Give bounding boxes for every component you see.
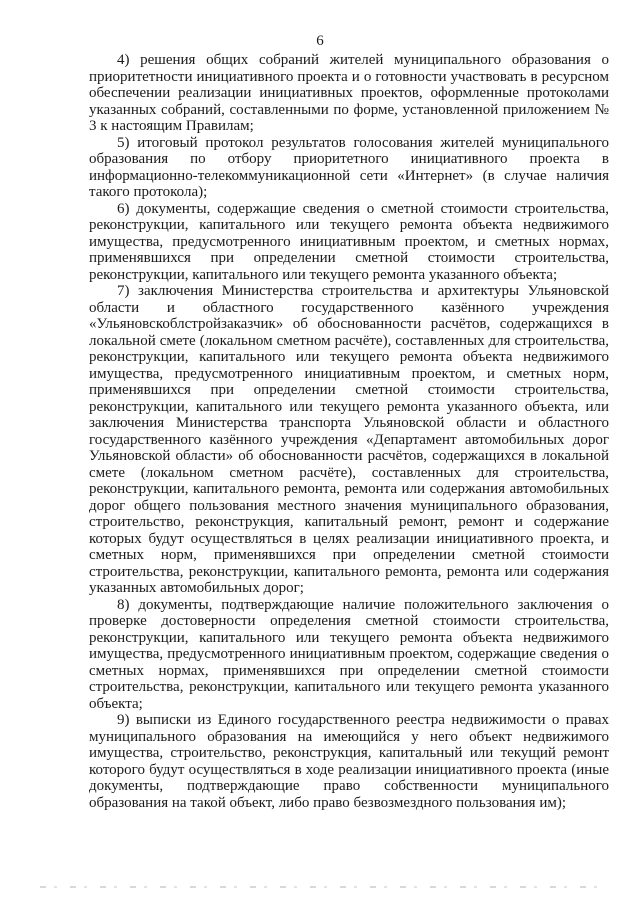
paragraph-item-8: 8) документы, подтверждающие наличие положительного заключения о проверке достоверности определения сметной стоимости строительства, реконструкции, капитального или текущего ремонта объекта недвижимого имущества, предусмотренного инициативным проектом, содержащие сведения о сметных нормах, применявшихся при определении сметной стоимости строительства, реконструкции, капитального или текущего ремонта указанного объекта; (89, 596, 609, 712)
document-body (89, 52, 609, 811)
paragraph-item-5: 5) итоговый протокол результатов голосования жителей муниципального образования по отбору приоритетного инициативного проекта в информационно-телекоммуникационной сети «Интернет» (в случае наличия такого протокола); (89, 134, 609, 200)
paragraph-item-9: 9) выписки из Единого государственного реестра недвижимости о правах муниципального образования на имеющийся у него объект недвижимого имущества, строительство, реконструкция, капитальный или текущий ремонт которого будут осуществляться в ходе реализации инициативного проекта (иные документы, подтверждающие право собственности муниципального образования на такой объект, либо право безвозмездного пользования им); (89, 712, 609, 811)
page-number: 6 (316, 33, 324, 49)
scan-artifact-line (40, 886, 600, 888)
paragraph-item-4: 4) решения общих собраний жителей муниципального образования о приоритетности инициативного проекта и о готовности участвовать в ресурсном обеспечении реализации инициативных проектов, оформленные протоколами указанных собраний, составленными по форме, установленной приложением № 3 к настоящим Правилам; (89, 52, 609, 134)
paragraph-item-7: 7) заключения Министерства строительства и архитектуры Ульяновской области и областного государственного казённого учреждения «Ульяновскоблстройзаказчик» об обоснованности расчётов, содержащихся в локальной смете (локальном сметном расчёте), составленных для строительства, реконструкции, капитального или текущего ремонта объекта недвижимого имущества, предусмотренного инициативным проектом, и сметных норм, применявшихся при определении сметной стоимости строительства, реконструкции, капитального или текущего ремонта указанного объекта, или заключения Министерства транспорта Ульяновской области и областного государственного казённого учреждения «Департамент автомобильных дорог Ульяновской области» об обоснованности расчётов, содержащихся в локальной смете (локальном сметном расчёте), составленных для строительства, реконструкции, капитального ремонта, ремонта или содержания автомобильных дорог общего пользования местного значения муниципального образования, строительство, реконструкция, капитальный ремонт, ремонт и содержание которых будут осуществляться в целях реализации инициативного проекта, и сметных норм, применявшихся при определении сметной стоимости строительства, реконструкции, капитального ремонта, ремонта или содержания указанных автомобильных дорог; (89, 283, 609, 596)
paragraph-item-6: 6) документы, содержащие сведения о сметной стоимости строительства, реконструкции, капитального или текущего ремонта объекта недвижимого имущества, предусмотренного инициативным проектом, и сметных нормах, применявшихся при определении сметной стоимости строительства, реконструкции, капитального или текущего ремонта указанного объекта; (89, 200, 609, 283)
